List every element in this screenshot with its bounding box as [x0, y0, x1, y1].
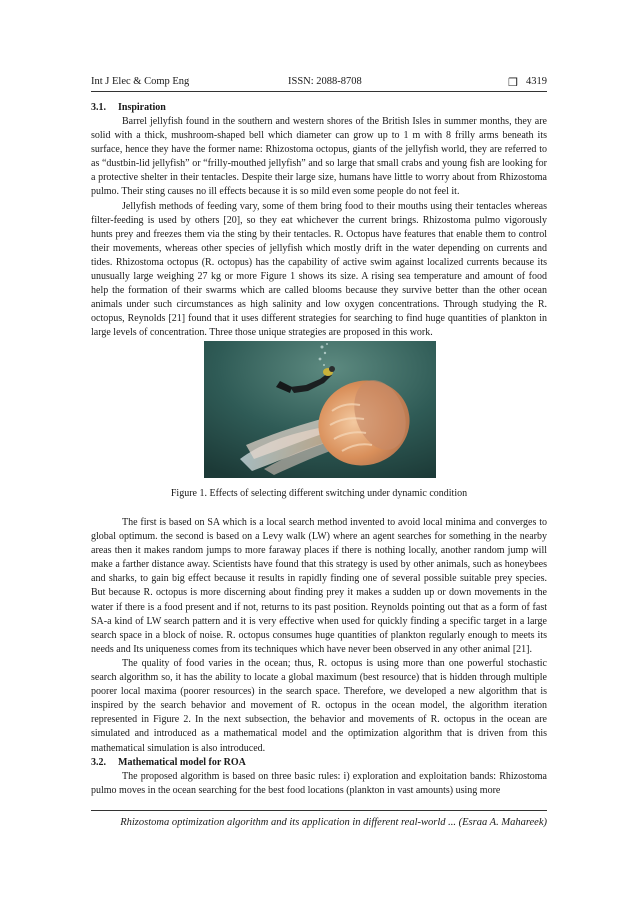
jellyfish-photo-illustration [204, 341, 436, 478]
figure-1-caption: Figure 1. Effects of selecting different switching under dynamic condition [170, 488, 468, 499]
section-number: 3.2. [91, 757, 106, 768]
running-header [91, 74, 547, 90]
issn: ISSN: 2088-8708 [288, 76, 362, 87]
paragraph: The proposed algorithm is based on three basic rules: i) exploration and exploitation bands: Rhizostoma pulmo moves in the ocean searching for the best food locations (plankton in vast amounts) using more [91, 771, 547, 797]
section-3-1-body [91, 115, 547, 341]
running-footer: Rhizostoma optimization algorithm and its application in different real-world ... (Esraa A. Mahareek) [120, 817, 547, 828]
section-3-1-body-continued [91, 516, 547, 756]
paragraph: Jellyfish methods of feeding vary, some of them bring food to their mouths using their tentacles whereas filter-feeding is used by others [20], so they eat whichever the current brings. Rhizostoma pulmo vigorously hunts prey and freezes them via the sting by their tentacles. R. Octopus have features that enable them to control their movements, whereas other species of jellyfish which mostly drift in the water depending on currents and tides. Rhizostoma octopus (R. octopus) has the capability of active swim against localized currents because its unusually large weighing 27 kg or more Figure 1 shows its size. A rising sea temperature and amount of food help the formation of their swarms which are called blooms because they survive better than the other ocean animals under such circumstances as high salinity and low oxygen concentrations. Through studying the R. octopus, Reynolds [21] found that it uses different strategies for searching to find huge quantities of plankton in large levels of concentration. Three those unique strategies are proposed in this work. [91, 200, 547, 339]
header-rule [91, 91, 547, 92]
section-title: Inspiration [118, 102, 166, 113]
paragraph: The quality of food varies in the ocean; thus, R. octopus is using more than one powerful stochastic search algorithm so, it has the ability to locate a global maximum (best resource) that is hidden through multiple poorer local maxima (poorer resources) in the search space. Therefore, we developed a new algorithm that is inspired by the search behavior and movement of R. octopus in the ocean model, the algorithm iteration represented in Figure 2. In the next subsection, the behavior and movements of R. octopus in the ocean are simulated and introduced as a mathematical model and the optimization algorithm that is driven from this mathematical simulation is also introduced. [91, 657, 547, 754]
section-3-2-heading [91, 756, 246, 770]
section-number: 3.1. [91, 102, 106, 113]
page-number: 4319 [526, 76, 547, 87]
paragraph: Barrel jellyfish found in the southern and western shores of the British Isles in summer months, they are solid with a thick, mushroom-shaped bell which diameter can grow up to 1 m with 8 frilly arms beneath its surface, hence they have the former name: Rhizostoma octopus, giants of the jellyfish world, they are referred to as “dustbin-lid jellyfish” or “frilly-mouthed jellyfish” and so large that small crabs and young fish are looking for a protective shelter in their tentacles. Despite their large size, humans have little to worry about from Rhizostoma pulmo. Their sting causes no ill effects because it is so mild even some people do not feel it. [91, 116, 547, 198]
box-icon: ❒ [508, 77, 518, 89]
section-3-2-body [91, 770, 547, 798]
figure-1-photo [204, 341, 436, 478]
journal-name: Int J Elec & Comp Eng [91, 76, 190, 87]
paragraph: The first is based on SA which is a local search method invented to avoid local minima and converges to global optimum. the second is based on a Levy walk (LW) where an agent searches for something in the nearby areas then it makes random jumps to more faraway places if there is nothing locally, another random jump will make a farther distance away. Scientists have found that this strategy is used by other animals, such as honeybees and sharks, to gain big effect because it results in rapidly finding one of several possible suitable prey species. But because R. octopus is more discerning about finding prey it makes a sudden up or down movements in the water if there is a food present and if not, returns to its past position. Reynolds pointing out that as a form of fast SA-a kind of LW search pattern and it is very effective when used for quickly finding a specific target in a large search space in a block of noise. R. octopus consumes huge quantities of plankton regularly enough to meets its needs and Its uniqueness comes from its techniques which have never been observed in any other animal [21]. [91, 517, 547, 655]
footer-rule [91, 810, 547, 811]
section-3-1-heading [91, 101, 166, 115]
section-title: Mathematical model for ROA [118, 757, 246, 768]
